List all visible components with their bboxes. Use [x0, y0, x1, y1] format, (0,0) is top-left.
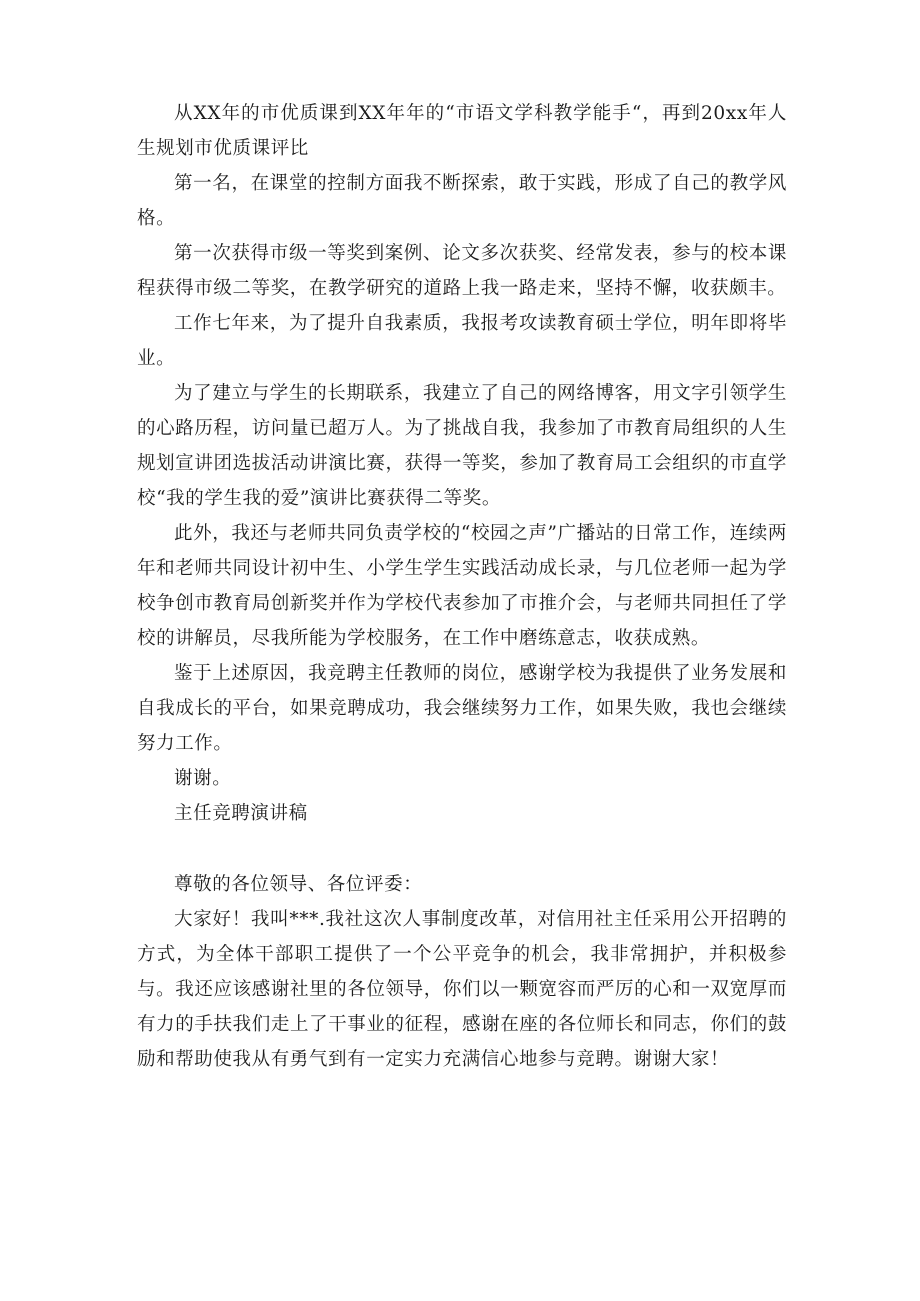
paragraph-education: 工作七年来，为了提升自我素质，我报考攻读教育硕士学位，明年即将毕业。 — [137, 313, 787, 369]
document-body — [137, 96, 787, 1077]
paragraph-teaching-style: 第一名，在课堂的控制方面我不断探索，敢于实践，形成了自己的教学风格。 — [137, 173, 787, 229]
paragraph-thanks: 谢谢。 — [174, 768, 232, 789]
paragraph-research: 第一次获得市级一等奖到案例、论文多次获奖、经常发表，参与的校本课程获得市级二等奖，在教学研究的道路上我一路走来，坚持不懈，收获颇丰。 — [137, 243, 787, 299]
paragraph-blog-and-speech: 为了建立与学生的长期联系，我建立了自己的网络博客，用文字引领学生的心路历程，访问量已超万人。为了挑战自我，我参加了市教育局组织的人生规划宣讲团选拔活动讲演比赛，获得一等奖，参加了教育局工会组织的市直学校“我的学生我的爱”演讲比赛获得二等奖。 — [137, 383, 787, 509]
section-spacer — [137, 831, 787, 867]
paragraph-greeting: 大家好！我叫***.我社这次人事制度改革，对信用社主任采用公开招聘的方式，为全体干部职工提供了一个公平竞争的机会，我非常拥护，并积极参与。我还应该感谢社里的各位领导，你们以一颗宽容而严厉的心和一双宽厚而有力的手扶我们走上了干事业的征程，感谢在座的各位师长和同志，你们的鼓励和帮助使我从有勇气到有一定实力充满信心地参与竞聘。谢谢大家！ — [137, 909, 787, 1070]
paragraph-conclusion: 鉴于上述原因，我竞聘主任教师的岗位，感谢学校为我提供了业务发展和自我成长的平台，如果竞聘成功，我会继续努力工作，如果失败，我也会继续努力工作。 — [137, 663, 787, 754]
salutation: 尊敬的各位领导、各位评委： — [174, 874, 423, 895]
paragraph-school-service: 此外，我还与老师共同负责学校的“校园之声”广播站的日常工作，连续两年和老师共同设计初中生、小学生学生实践活动成长录，与几位老师一起为学校争创市教育局创新奖并作为学校代表参加了市推介会，与老师共同担任了学校的讲解员，尽我所能为学校服务，在工作中磨练意志，收获成熟。 — [137, 523, 787, 649]
paragraph-awards-history: 从XX年的市优质课到XX年年的“市语文学科教学能手“，再到20xx年人生规划市优质课评比 — [137, 103, 787, 159]
section-title: 主任竞聘演讲稿 — [174, 803, 308, 824]
